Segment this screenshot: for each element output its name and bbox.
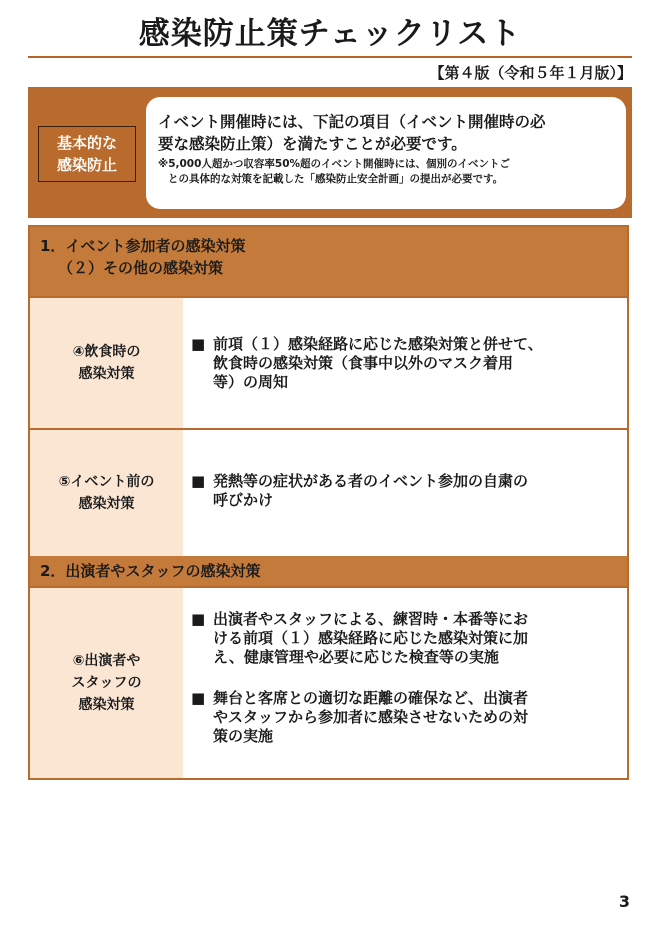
basic-note-line2: との具体的な対策を記載した「感染防止安全計画」の提出が必要です。 xyxy=(168,173,504,185)
square-bullet-icon: ■ xyxy=(191,335,206,353)
table-row-performers xyxy=(30,588,627,778)
bullet-line: え、健康管理や必要に応じた検査等の実施 xyxy=(213,648,499,666)
row-label-performers xyxy=(30,588,183,778)
section1-heading-line2: （２）その他の感染対策 xyxy=(58,259,224,277)
row-label-line2: 感染対策 xyxy=(78,496,135,512)
row-content-performers xyxy=(183,588,627,778)
basic-main-line2: 要な感染防止策）を満たすことが必要です。 xyxy=(158,135,467,153)
bullet-item xyxy=(191,472,617,510)
basic-label-line2: 感染防止 xyxy=(56,156,117,174)
title-underline xyxy=(28,56,632,58)
row-label-line2: 感染対策 xyxy=(78,366,135,382)
row-label-pre-event xyxy=(30,430,183,556)
basic-note-line1: ※5,000人超かつ収容率50%超のイベント開催時には、個別のイベントご xyxy=(158,158,511,170)
square-bullet-icon: ■ xyxy=(191,610,206,628)
bullet-line: 発熱等の症状がある者のイベント参加の自粛の xyxy=(213,472,529,490)
bullet-line: 出演者やスタッフによる、練習時・本番等にお xyxy=(213,610,529,628)
section1-heading-line1: 1．イベント参加者の感染対策 xyxy=(40,237,246,255)
row-label-line3: 感染対策 xyxy=(78,697,135,713)
basic-measures-card xyxy=(146,97,626,209)
section2-heading: 2．出演者やスタッフの感染対策 xyxy=(30,556,627,586)
row-label-line1: ④飲食時の xyxy=(72,344,141,360)
bullet-item xyxy=(191,335,617,392)
row-label-line1: ⑥出演者や xyxy=(72,653,141,669)
row-label-line1: ⑤イベント前の xyxy=(58,474,155,490)
basic-main-text xyxy=(158,111,616,155)
bullet-line: 呼びかけ xyxy=(213,491,274,509)
row-label-eating xyxy=(30,298,183,428)
table-row-pre-event xyxy=(30,430,627,556)
page-number: 3 xyxy=(618,892,630,911)
table-row-eating xyxy=(30,298,627,428)
row-label-line2: スタッフの xyxy=(71,675,142,691)
basic-note xyxy=(158,157,616,187)
version-label: 【第４版（令和５年１月版）】 xyxy=(429,64,632,82)
bullet-line: 飲食時の感染対策（食事中以外のマスク着用 xyxy=(213,354,514,372)
bullet-line: 等）の周知 xyxy=(213,373,289,391)
bullet-item xyxy=(191,610,617,667)
bullet-item xyxy=(191,689,617,746)
square-bullet-icon: ■ xyxy=(191,689,206,707)
basic-measures-label xyxy=(38,126,136,182)
bullet-line: 前項（１）感染経路に応じた感染対策と併せて、 xyxy=(213,335,543,353)
basic-label-line1: 基本的な xyxy=(56,134,117,152)
row-content-eating xyxy=(183,298,627,428)
basic-measures-box xyxy=(28,87,632,218)
bullet-line: 舞台と客席との適切な距離の確保など、出演者 xyxy=(213,689,529,707)
section1-heading xyxy=(30,227,627,296)
row-content-pre-event xyxy=(183,430,627,556)
bullet-line: やスタッフから参加者に感染させないための対 xyxy=(213,708,529,726)
bullet-line: ける前項（１）感染経路に応じた感染対策に加 xyxy=(213,629,529,647)
basic-main-line1: イベント開催時には、下記の項目（イベント開催時の必 xyxy=(158,113,546,131)
bullet-line: 策の実施 xyxy=(213,727,274,745)
checklist-table xyxy=(28,225,629,780)
square-bullet-icon: ■ xyxy=(191,472,206,490)
page-title: 感染防止策チェックリスト xyxy=(138,16,522,52)
